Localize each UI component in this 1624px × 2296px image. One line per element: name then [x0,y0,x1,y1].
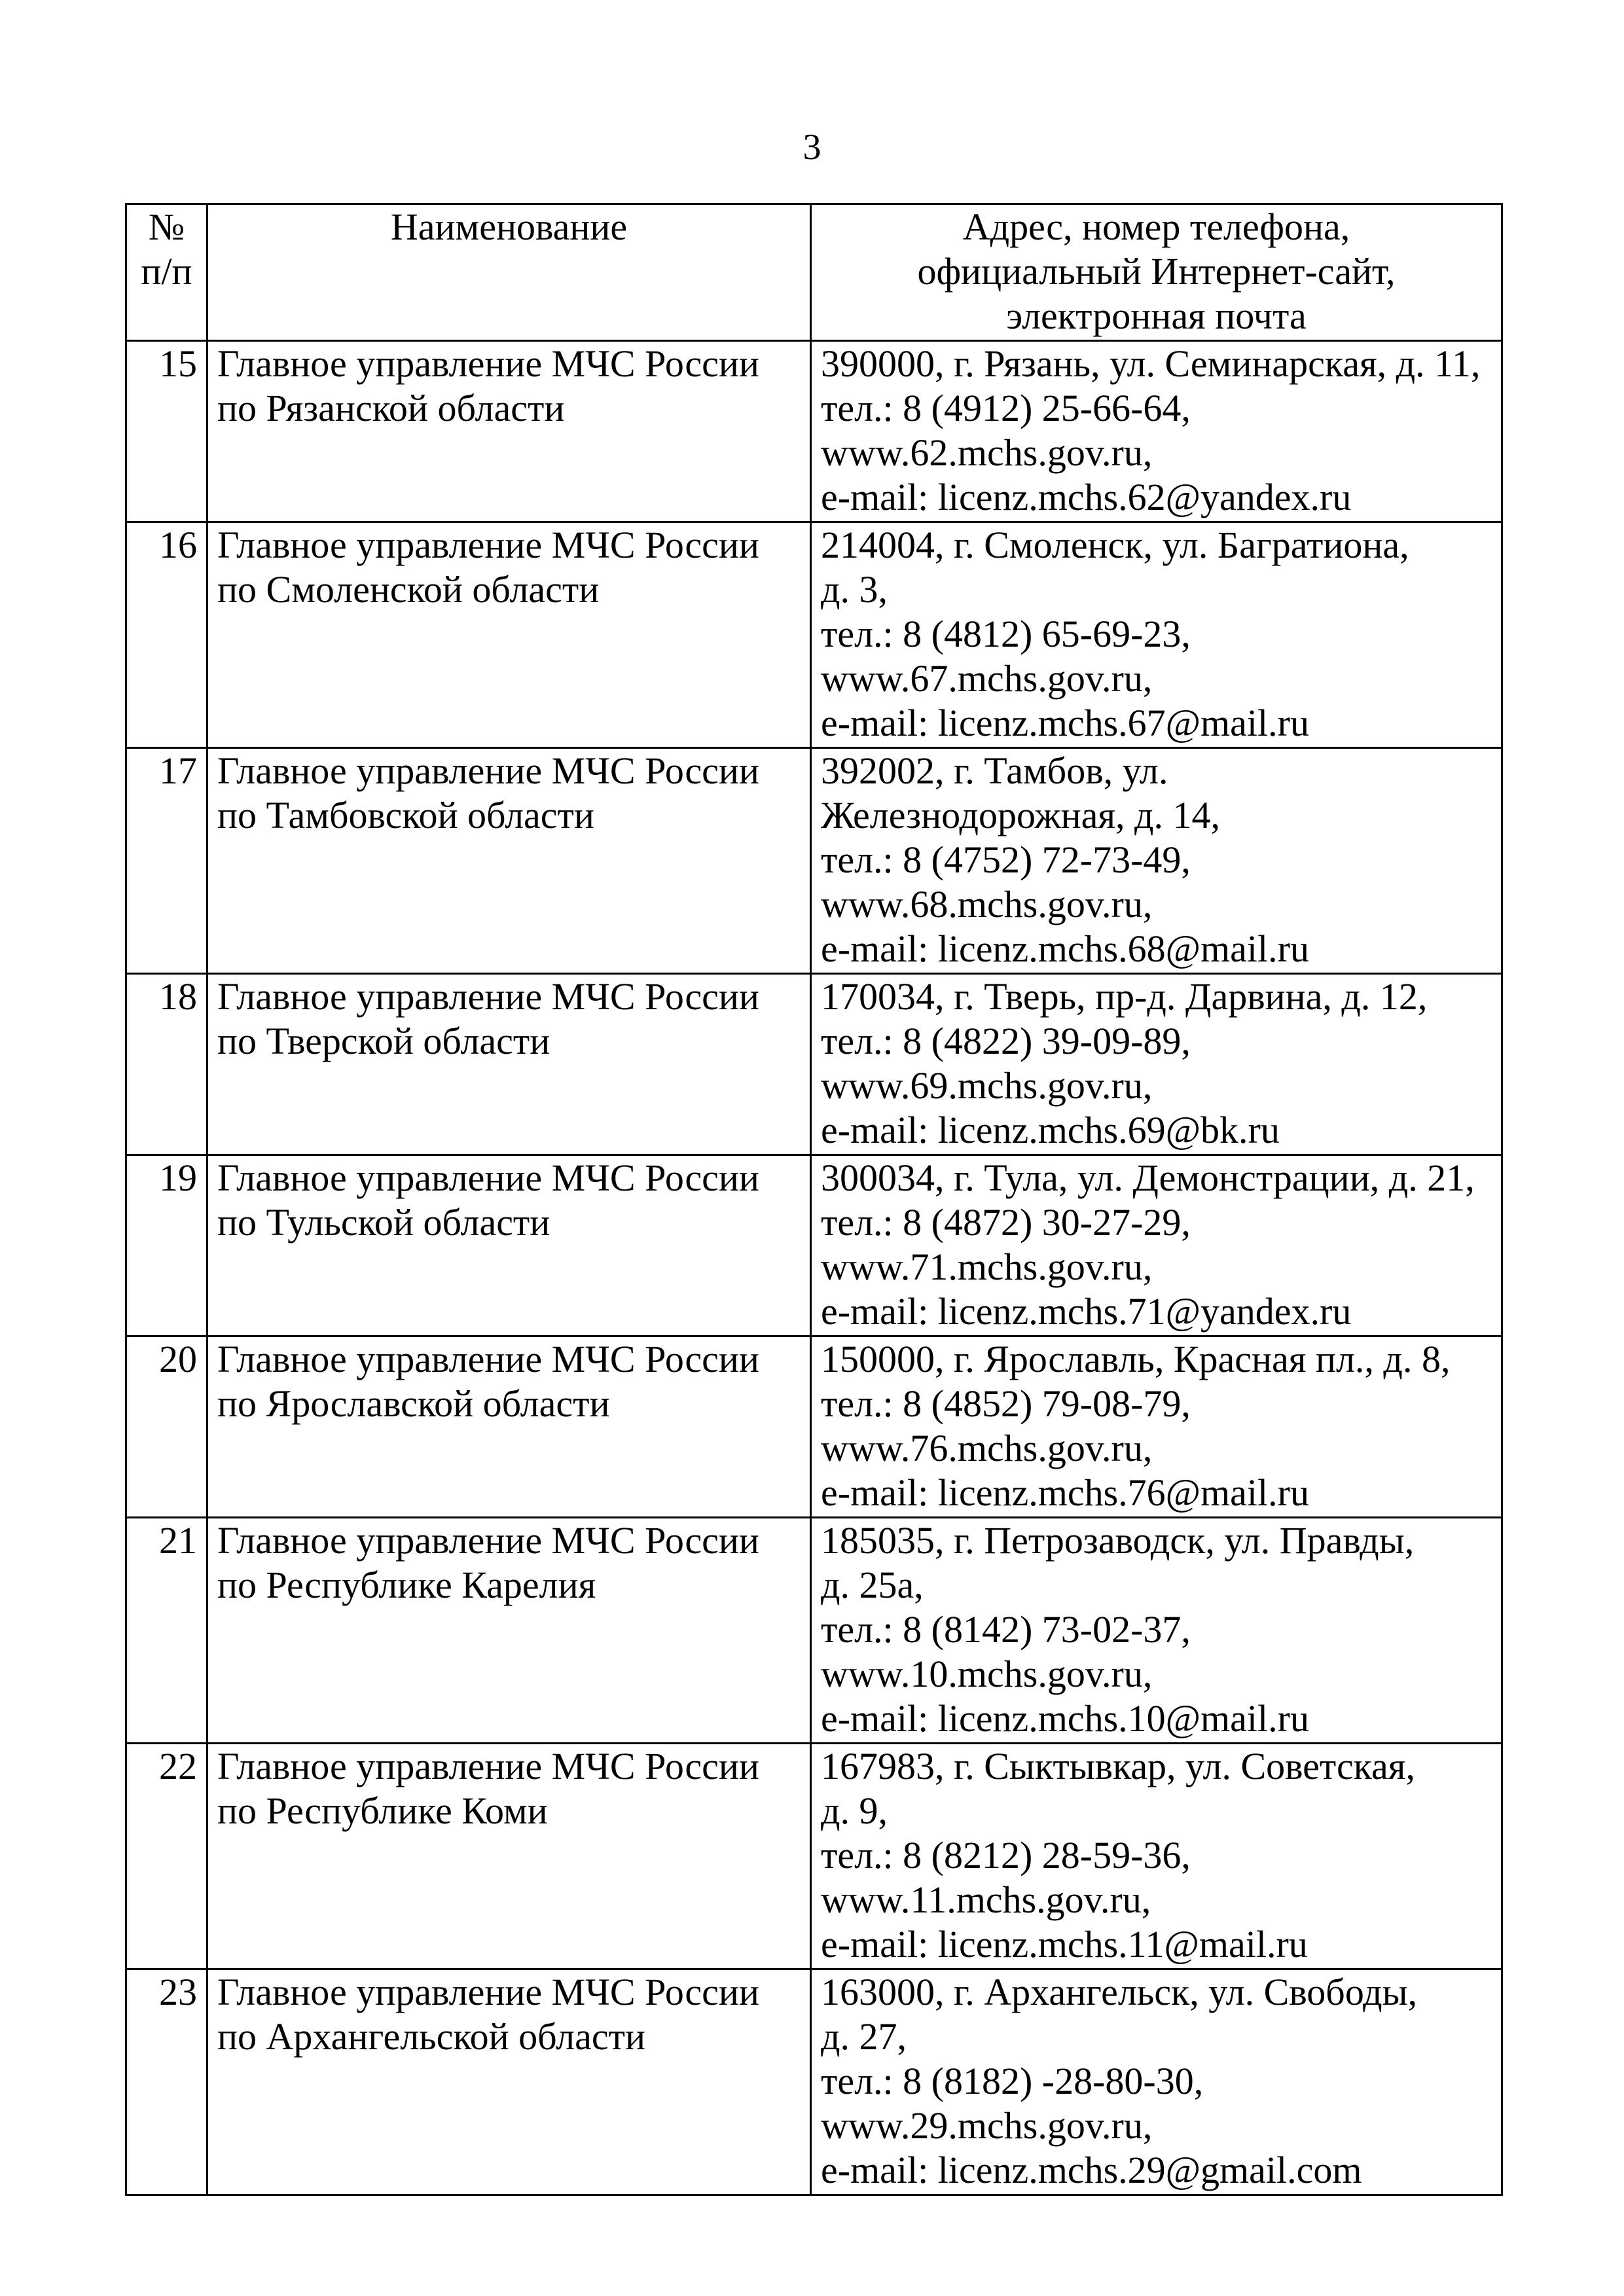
contact-details-line: д. 9, [821,1789,888,1832]
contact-details [811,341,1502,522]
header-address-line: официальный Интернет-сайт, [917,250,1396,293]
contact-details-line: 150000, г. Ярославль, Красная пл., д. 8, [821,1338,1451,1380]
contact-details [811,1155,1502,1336]
header-address-line: электронная почта [1006,295,1307,337]
contact-details-line: 163000, г. Архангельск, ул. Свободы, [821,1971,1418,2013]
contact-details-line: тел.: 8 (8142) 73-02-37, [821,1608,1191,1651]
header-num-line: № [148,206,185,248]
contact-details-line: www.62.mchs.gov.ru, [821,431,1153,474]
contact-details-line: www.69.mchs.gov.ru, [821,1064,1153,1107]
header-address [811,204,1502,341]
header-num [126,204,208,341]
contact-details [811,1744,1502,1969]
contact-details [811,974,1502,1155]
organization-name-line: Главное управление МЧС России [217,524,759,566]
contact-details-line: тел.: 8 (8182) -28-80-30, [821,2060,1204,2102]
organization-name-line: Главное управление МЧС России [217,749,759,792]
organization-name-line: по Республике Коми [217,1789,548,1832]
organization-name-line: по Рязанской области [217,387,565,429]
contact-details-line: д. 25а, [821,1564,924,1606]
organization-name-line: Главное управление МЧС России [217,1157,759,1199]
row-number: 19 [126,1155,208,1336]
contact-details-line: 214004, г. Смоленск, ул. Багратиона, [821,524,1409,566]
contact-details-line: e-mail: licenz.mchs.69@bk.ru [821,1109,1280,1151]
table-row [126,748,1502,974]
organization-name-line: по Тульской области [217,1201,550,1244]
table-row [126,1336,1502,1518]
table-row [126,1744,1502,1969]
organization-name-line: Главное управление МЧС России [217,975,759,1018]
contact-details-line: www.76.mchs.gov.ru, [821,1427,1153,1469]
organization-name [208,974,811,1155]
contact-details-line: тел.: 8 (4812) 65-69-23, [821,613,1191,655]
contact-details-line: 300034, г. Тула, ул. Демонстрации, д. 21, [821,1157,1475,1199]
organization-name [208,1155,811,1336]
organization-name-line: Главное управление МЧС России [217,1519,759,1562]
contact-details-line: д. 3, [821,568,888,611]
contact-details-line: www.11.mchs.gov.ru, [821,1878,1151,1921]
contact-details-line: 167983, г. Сыктывкар, ул. Советская, [821,1745,1415,1787]
organization-name [208,1969,811,2195]
contact-details-line: e-mail: licenz.mchs.29@gmail.com [821,2149,1362,2191]
contact-details-line: e-mail: licenz.mchs.10@mail.ru [821,1697,1309,1740]
organization-name-line: по Тверской области [217,1020,550,1062]
contact-details-line: 185035, г. Петрозаводск, ул. Правды, [821,1519,1415,1562]
organization-name-line: Главное управление МЧС России [217,342,759,385]
organization-name [208,1744,811,1969]
contact-details-line: e-mail: licenz.mchs.62@yandex.ru [821,476,1352,518]
contact-details [811,1336,1502,1518]
contact-details-line: www.71.mchs.gov.ru, [821,1246,1153,1288]
contact-details-line: www.68.mchs.gov.ru, [821,883,1153,925]
organization-name [208,341,811,522]
contact-details-line: тел.: 8 (8212) 28-59-36, [821,1834,1191,1876]
contact-details-line: e-mail: licenz.mchs.71@yandex.ru [821,1290,1352,1333]
table-header-row [126,204,1502,341]
contact-details [811,748,1502,974]
contact-details-line: e-mail: licenz.mchs.76@mail.ru [821,1471,1309,1514]
header-name-line: Наименование [390,206,628,248]
contact-details-line: e-mail: licenz.mchs.67@mail.ru [821,702,1309,744]
contact-details-line: www.10.mchs.gov.ru, [821,1653,1153,1695]
organization-name [208,1518,811,1744]
contact-details-line: тел.: 8 (4872) 30-27-29, [821,1201,1191,1244]
contact-details-line: д. 27, [821,2015,907,2058]
contact-details-line: e-mail: licenz.mchs.68@mail.ru [821,927,1309,970]
organization-name-line: по Республике Карелия [217,1564,596,1606]
row-number: 17 [126,748,208,974]
row-number: 21 [126,1518,208,1744]
row-number: 18 [126,974,208,1155]
table-row [126,1969,1502,2195]
organization-name-line: Главное управление МЧС России [217,1971,759,2013]
page-number: 3 [803,127,821,168]
table-row [126,522,1502,748]
row-number: 22 [126,1744,208,1969]
table-row [126,974,1502,1155]
row-number: 23 [126,1969,208,2195]
contact-details [811,522,1502,748]
contact-details-line: тел.: 8 (4852) 79-08-79, [821,1382,1191,1425]
contact-details-line: 170034, г. Тверь, пр-д. Дарвина, д. 12, [821,975,1428,1018]
table-row [126,1518,1502,1744]
organization-name-line: по Тамбовской области [217,794,594,836]
contact-details-line: www.29.mchs.gov.ru, [821,2104,1153,2147]
header-address-line: Адрес, номер телефона, [962,206,1350,248]
row-number: 20 [126,1336,208,1518]
row-number: 16 [126,522,208,748]
organization-name [208,522,811,748]
registry-table [125,203,1503,2196]
organization-name [208,1336,811,1518]
contact-details-line: 390000, г. Рязань, ул. Семинарская, д. 11, [821,342,1481,385]
contact-details-line: e-mail: licenz.mchs.11@mail.ru [821,1923,1308,1965]
contact-details-line: Железнодорожная, д. 14, [821,794,1221,836]
header-num-line: п/п [141,250,192,293]
organization-name [208,748,811,974]
contact-details-line: 392002, г. Тамбов, ул. [821,749,1168,792]
table-row [126,1155,1502,1336]
organization-name-line: по Смоленской области [217,568,600,611]
contact-details-line: тел.: 8 (4752) 72-73-49, [821,838,1191,881]
header-name [208,204,811,341]
contact-details-line: www.67.mchs.gov.ru, [821,657,1153,700]
organization-name-line: по Архангельской области [217,2015,646,2058]
table-row [126,341,1502,522]
contact-details [811,1969,1502,2195]
organization-name-line: Главное управление МЧС России [217,1745,759,1787]
organization-name-line: Главное управление МЧС России [217,1338,759,1380]
contact-details-line: тел.: 8 (4912) 25-66-64, [821,387,1191,429]
organization-name-line: по Ярославской области [217,1382,610,1425]
contact-details [811,1518,1502,1744]
contact-details-line: тел.: 8 (4822) 39-09-89, [821,1020,1191,1062]
row-number: 15 [126,341,208,522]
